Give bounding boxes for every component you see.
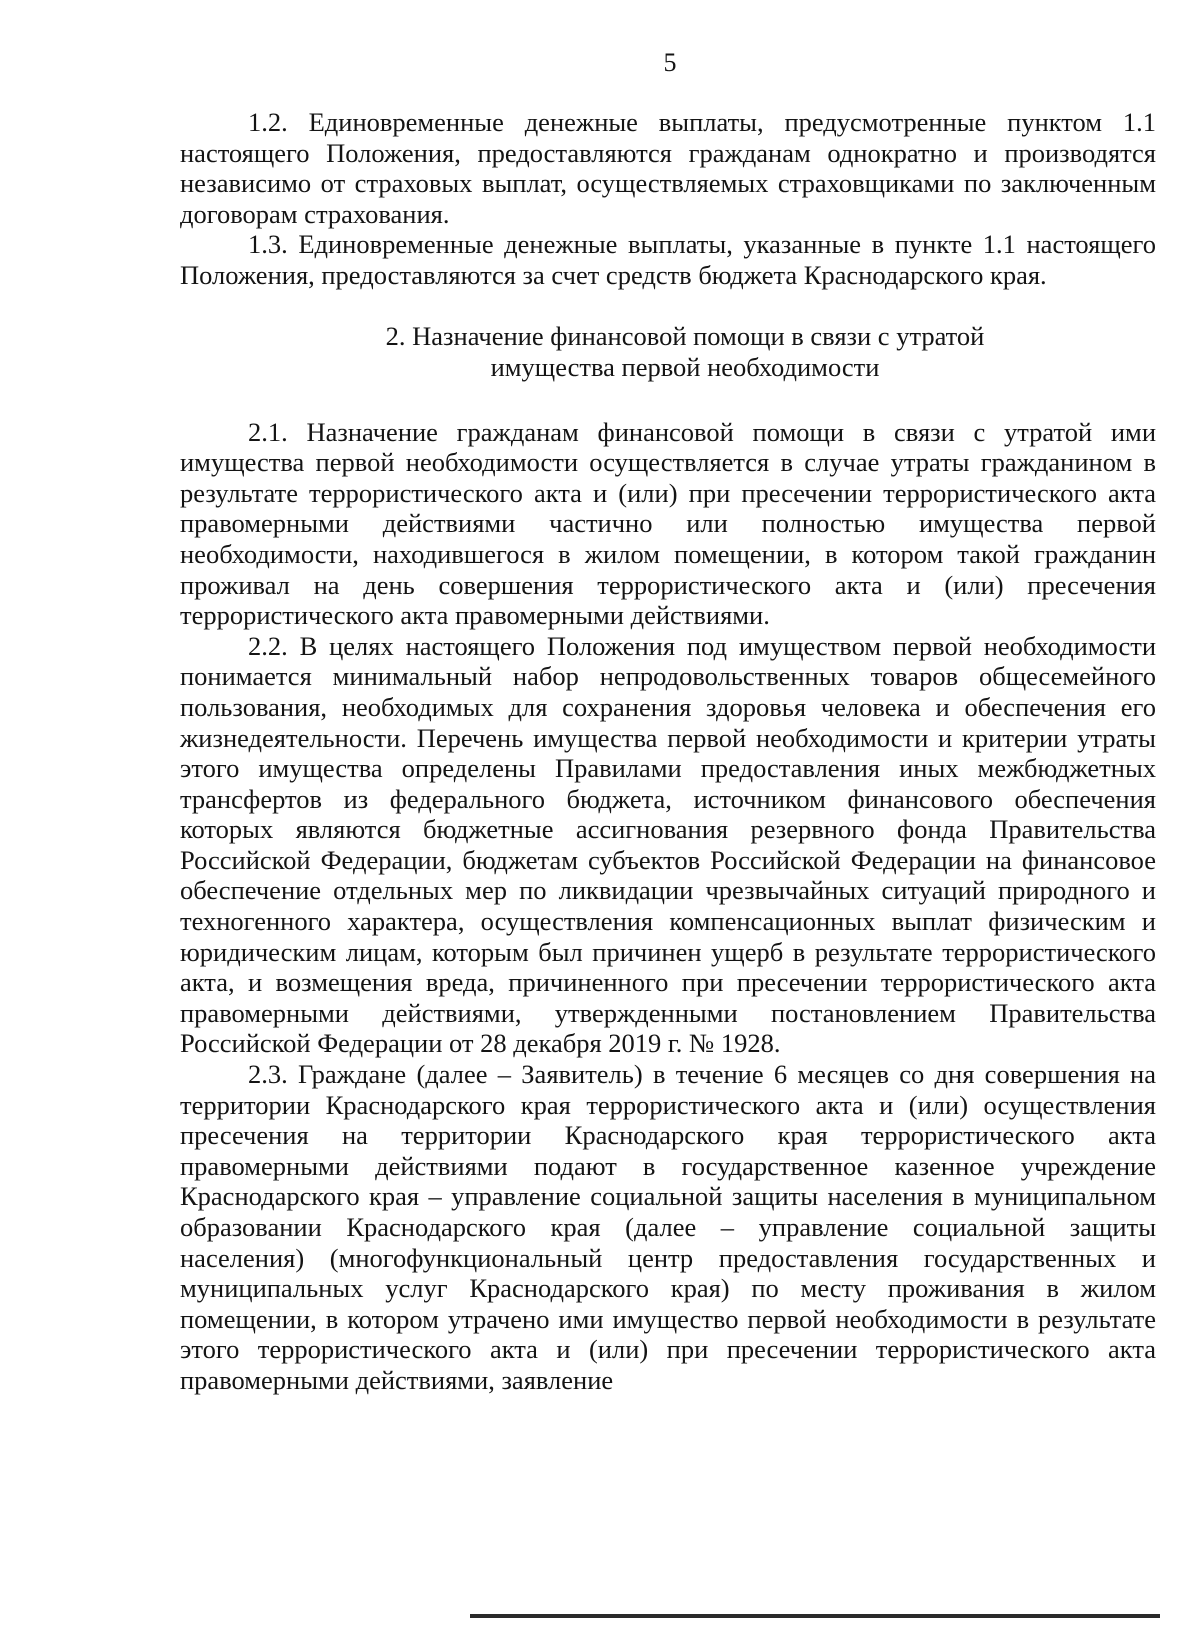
scan-edge-line xyxy=(470,1614,1160,1618)
paragraph-1-3: 1.3. Единовременные денежные выплаты, указанные в пункте 1.1 настоящего Положения, предоставляются за счет средств бюджета Краснодарского края. xyxy=(180,229,1156,290)
section-heading xyxy=(180,321,1156,383)
section-heading-line-2: имущества первой необходимости xyxy=(490,351,880,382)
paragraph-2-2: 2.2. В целях настоящего Положения под имуществом первой необходимости понимается минимальный набор непродовольственных товаров общесемейного пользования, необходимых для сохранения здоровья человека и обеспечения его жизнедеятельности. Перечень имущества первой необходимости и критерии утраты этого имущества определены Правилами предоставления иных межбюджетных трансфертов из федерального бюджета, источником финансового обеспечения которых являются бюджетные ассигнования резервного фонда Правительства Российской Федерации, бюджетам субъектов Российской Федерации на финансовое обеспечение отдельных мер по ликвидации чрезвычайных ситуаций природного и техногенного характера, осуществления компенсационных выплат физическим и юридическим лицам, которым был причинен ущерб в результате террористического акта, и возмещения вреда, причиненного при пресечении террористического акта правомерными действиями, утвержденными постановлением Правительства Российской Федерации от 28 декабря 2019 г. № 1928. xyxy=(180,630,1156,1059)
paragraph-2-1: 2.1. Назначение гражданам финансовой помощи в связи с утратой ими имущества первой необходимости осуществляется в случае утраты гражданином в результате террористического акта и (или) при пресечении террористического акта правомерными действиями частично или полностью имущества первой необходимости, находившегося в жилом помещении, в котором такой гражданин проживал на день совершения террористического акта и (или) пресечения террористического акта правомерными действиями. xyxy=(180,416,1156,631)
paragraph-1-2: 1.2. Единовременные денежные выплаты, предусмотренные пунктом 1.1 настоящего Положения, предоставляются гражданам однократно и производятся независимо от страховых выплат, осуществляемых страховщиками по заключенным договорам страхования. xyxy=(180,107,1156,229)
paragraph-2-3: 2.3. Граждане (далее – Заявитель) в течение 6 месяцев со дня совершения на территории Краснодарского края террористического акта и (или) осуществления пресечения на территории Краснодарского края террористического акта правомерными действиями подают в государственное казенное учреждение Краснодарского края – управление социальной защиты населения в муниципальном образовании Краснодарского края (далее – управление социальной защиты населения) (многофункциональный центр предоставления государственных и муниципальных услуг Краснодарского края) по месту проживания в жилом помещении, в котором утрачено ими имущество первой необходимости в результате этого террористического акта и (или) при пресечении террористического акта правомерными действиями, заявление xyxy=(180,1059,1156,1395)
document-body xyxy=(180,107,1156,1396)
section-heading-line-1: 2. Назначение финансовой помощи в связи с утратой xyxy=(385,320,985,351)
page-number: 5 xyxy=(663,48,677,77)
